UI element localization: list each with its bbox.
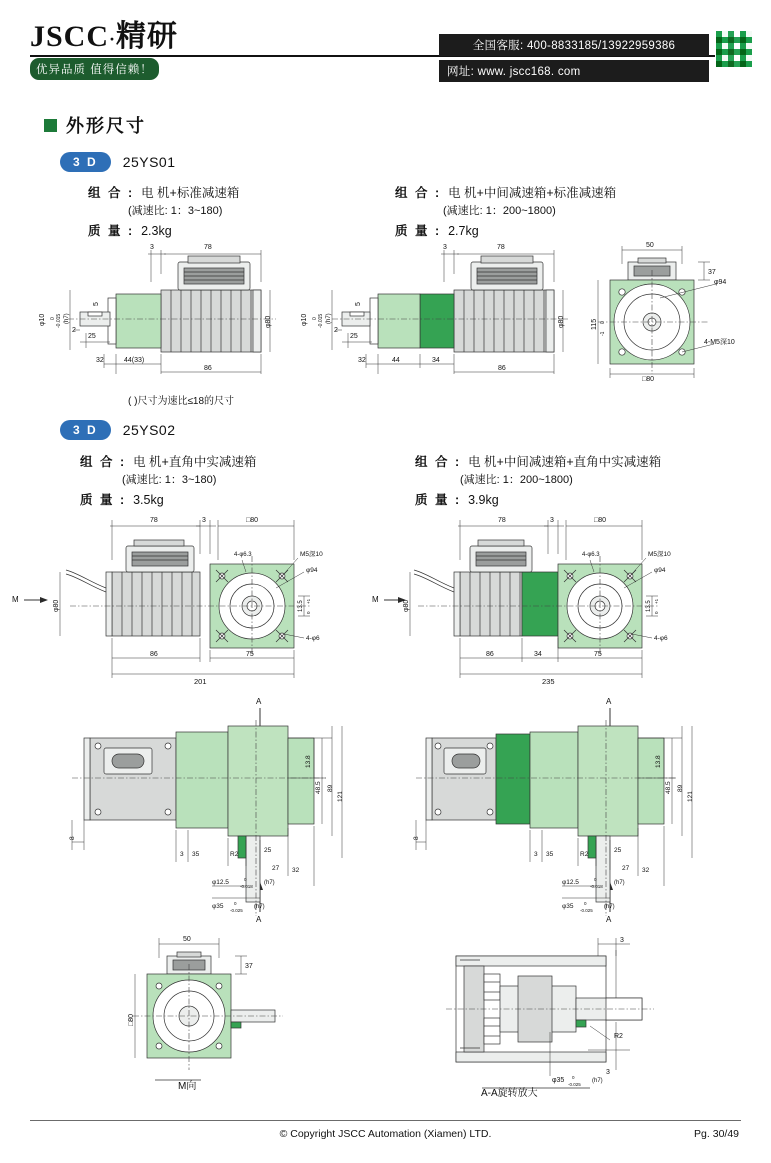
hotline: 全国客服: 400-8833185/13922959386: [439, 34, 709, 56]
svg-text:0: 0: [654, 611, 659, 614]
dim-78-b2l: 78: [150, 517, 158, 524]
dim-tap-m5: M5深10: [300, 551, 323, 558]
svg-text:0: 0: [572, 1075, 575, 1080]
dim-94: φ94: [714, 279, 727, 286]
svg-text:34: 34: [432, 357, 440, 364]
svg-text:0: 0: [594, 877, 597, 882]
svg-text:0: 0: [584, 901, 587, 906]
ratio-b1-left: (减速比: 1：3~180): [128, 205, 223, 217]
note-b1-left: ( )尺寸为速比≤18的尺寸: [128, 396, 235, 407]
section-title-text: 外形尺寸: [66, 116, 146, 136]
svg-text:(h7): (h7): [614, 880, 625, 886]
dim-37: 37: [708, 269, 716, 276]
dim-3-sec-bottom: 3: [606, 1069, 610, 1076]
drawing-25ys02-right-top: [370, 512, 730, 687]
model-name-25ys02: 25YS02: [122, 422, 176, 438]
brand-logo: [30, 22, 210, 80]
section-aa-label: A-A旋转放大: [481, 1088, 538, 1099]
svg-text:A: A: [606, 697, 612, 706]
badge-row-25ys02: [60, 420, 176, 440]
dim-94-b2l: φ94: [306, 567, 318, 574]
svg-text:φ35: φ35: [562, 903, 574, 910]
combo-label-b2-left: 组 合 : 电 机+直角中实减速箱: [80, 455, 257, 469]
svg-text:A: A: [606, 915, 612, 924]
bullet-square-icon: [44, 119, 57, 132]
dim-78-top: 78: [204, 244, 212, 251]
svg-text:86: 86: [486, 651, 494, 658]
dim-138: 13.8: [305, 755, 312, 768]
dim-235: 235: [542, 677, 555, 686]
svg-text:32: 32: [642, 867, 650, 874]
svg-text:27: 27: [622, 865, 630, 872]
dim-75-b2l: 75: [246, 651, 254, 658]
logo-slogan: 优异品质 值得信赖！: [30, 58, 159, 80]
m-view-label: M向: [178, 1081, 197, 1092]
mass-b2-right: 质 量 : 3.9kg: [415, 493, 499, 507]
label-m-b2l: M: [12, 595, 19, 604]
mass-b1-right: 质 量 : 2.7kg: [395, 224, 479, 238]
svg-text:86: 86: [498, 365, 506, 372]
svg-text:25: 25: [614, 847, 622, 854]
ratio-b1-right: (减速比: 1：200~1800): [443, 205, 556, 217]
svg-text:φ80: φ80: [403, 599, 410, 612]
drawing-25ys02-left-top: [10, 512, 350, 687]
svg-text:-0.025: -0.025: [580, 908, 593, 913]
svg-text:0: 0: [306, 611, 311, 614]
svg-text:M: M: [372, 595, 379, 604]
svg-text:0: 0: [234, 901, 237, 906]
svg-text:-0.015: -0.015: [318, 313, 324, 328]
svg-text:44: 44: [392, 357, 400, 364]
combo-label-b2-right: 组 合 : 电 机+中间减速箱+直角中实减速箱: [415, 455, 662, 469]
svg-text:48.5: 48.5: [665, 781, 672, 794]
svg-text:78: 78: [498, 517, 506, 524]
svg-text:3: 3: [202, 517, 206, 524]
dim-201: 201: [194, 677, 207, 686]
website: 网址: www. jscc168. com: [439, 60, 709, 82]
svg-text:-0.018: -0.018: [590, 884, 603, 889]
combo-label-b1-left: 组 合 : 电 机+标准减速箱: [88, 186, 240, 200]
qr-code-icon: [715, 30, 753, 68]
dim-shaft-35: φ35: [212, 903, 224, 910]
dim-3-top: 3: [150, 244, 154, 251]
svg-text:75: 75: [594, 651, 602, 658]
svg-text:4-φ6: 4-φ6: [654, 635, 668, 642]
dim-89: 89: [327, 784, 334, 792]
drawing-25ys02-left-side: [60, 690, 360, 930]
badge-row-25ys01: [60, 152, 176, 172]
svg-text:121: 121: [687, 791, 694, 802]
drawing-25ys01-left: [8, 238, 308, 388]
dim-86-b2l: 86: [150, 651, 158, 658]
svg-text:□80: □80: [246, 517, 259, 524]
dim-shaft-dia: φ10: [39, 313, 46, 326]
svg-text:(h7): (h7): [254, 904, 265, 910]
dim-sq80: □80: [642, 376, 655, 383]
label-A-bottom: A: [256, 915, 262, 924]
dim-32: 32: [96, 357, 104, 364]
svg-text:0: 0: [50, 317, 56, 320]
footer-copyright: © Copyright JSCC Automation (Xiamen) LTD.: [279, 1128, 492, 1140]
svg-text:78: 78: [497, 244, 505, 251]
svg-text:(h7): (h7): [326, 313, 332, 324]
drawing-25ys02-right-side: [410, 690, 720, 930]
svg-text:0: 0: [244, 877, 247, 882]
drawing-m-view: [125, 930, 305, 1090]
dim-44: 44(33): [124, 357, 145, 364]
dim-dia80-b2l: φ80: [53, 599, 60, 612]
dim-hole4: 4-φ6.3: [234, 552, 252, 558]
drawing-25ys01-right: [301, 238, 586, 388]
footer-page-number: Pg. 30/49: [694, 1128, 739, 1140]
svg-text:13.8: 13.8: [655, 755, 662, 768]
dim-35-side: 35: [192, 851, 200, 858]
dim-key-5: 5: [93, 302, 100, 306]
svg-text:34: 34: [534, 651, 542, 658]
ratio-b2-right: (减速比: 1：200~1800): [460, 474, 573, 486]
dim-R2-sec: R2: [614, 1033, 623, 1040]
dim-32-side: 32: [292, 867, 300, 874]
dim-50-mview: 50: [183, 936, 191, 943]
svg-text:-1: -1: [600, 331, 606, 336]
dim-shaft-35-sec: φ35: [552, 1077, 565, 1084]
dim-R2: R2: [230, 851, 239, 858]
svg-text:3: 3: [534, 851, 538, 858]
dim-25: 25: [88, 333, 96, 340]
svg-text:(h7): (h7): [64, 313, 70, 324]
svg-text:0: 0: [312, 317, 318, 320]
dim-121: 121: [337, 791, 344, 802]
svg-text:32: 32: [358, 357, 366, 364]
model-name-25ys01: 25YS01: [122, 154, 176, 170]
combo-label-b1-right: 组 合 : 电 机+中间减速箱+标准减速箱: [395, 186, 617, 200]
svg-text:-0.025: -0.025: [230, 908, 243, 913]
svg-text:+1: +1: [306, 598, 311, 604]
dim-2: 2: [72, 327, 76, 334]
dim-tap: 4-M5深10: [704, 339, 735, 346]
svg-text:+1: +1: [654, 598, 659, 604]
svg-text:5: 5: [355, 302, 362, 306]
svg-text:3: 3: [550, 517, 554, 524]
dim-dia-80: φ80: [265, 315, 272, 328]
svg-text:13.5: 13.5: [646, 600, 652, 612]
dim-50: 50: [646, 242, 654, 249]
drawing-section-aa: [430, 930, 670, 1090]
page-header: [0, 0, 771, 92]
dim-3-sec-top: 3: [620, 937, 624, 944]
contact-info: [439, 34, 709, 86]
drawing-25ys01-face: [590, 238, 765, 383]
svg-text:(h7): (h7): [592, 1078, 603, 1084]
svg-text:3: 3: [443, 244, 447, 251]
badge-3d-2: 3 D: [60, 420, 111, 440]
label-A-top: A: [256, 697, 262, 706]
svg-text:2: 2: [334, 327, 338, 334]
footer-divider: [30, 1120, 741, 1121]
svg-text:φ94: φ94: [654, 567, 666, 574]
svg-text:M5深10: M5深10: [648, 551, 671, 558]
svg-text:(h7): (h7): [264, 880, 275, 886]
dim-86: 86: [204, 365, 212, 372]
dim-135: 13.5: [298, 600, 304, 612]
dim-hole4b: 4-φ6: [306, 635, 320, 642]
svg-text:□80: □80: [594, 517, 607, 524]
svg-text:8: 8: [413, 836, 420, 840]
svg-text:25: 25: [350, 333, 358, 340]
dim-27: 27: [272, 865, 280, 872]
ratio-b2-left: (减速比: 1：3~180): [122, 474, 217, 486]
svg-text:35: 35: [546, 851, 554, 858]
mass-b2-left: 质 量 : 3.5kg: [80, 493, 164, 507]
dim-115: 115: [591, 318, 598, 330]
svg-text:-0.025: -0.025: [568, 1082, 581, 1087]
svg-text:φ12.5: φ12.5: [562, 879, 579, 886]
svg-text:4-φ6.3: 4-φ6.3: [582, 552, 600, 558]
logo-dot: ·: [109, 29, 117, 50]
svg-text:φ80: φ80: [558, 315, 565, 328]
svg-text:0: 0: [600, 321, 606, 324]
svg-text:φ10: φ10: [301, 313, 308, 326]
svg-text:-0.015: -0.015: [56, 313, 62, 328]
dim-485: 48.5: [315, 781, 322, 794]
dim-8: 8: [69, 836, 76, 840]
dim-sq80-mview: □80: [128, 1013, 135, 1026]
section-title: [44, 112, 146, 138]
logo-cjk: 精研: [116, 20, 179, 53]
dim-shaft-125: φ12.5: [212, 879, 229, 886]
logo-latin: JSCC: [30, 20, 110, 53]
dim-3-side: 3: [180, 851, 184, 858]
badge-3d: 3 D: [60, 152, 111, 172]
svg-text:-0.018: -0.018: [240, 884, 253, 889]
svg-text:R2: R2: [580, 851, 589, 858]
svg-text:89: 89: [677, 784, 684, 792]
mass-b1-left: 质 量 : 2.3kg: [88, 224, 172, 238]
logo-text: [30, 22, 210, 52]
dim-37-mview: 37: [245, 963, 253, 970]
dim-25-side: 25: [264, 847, 272, 854]
svg-text:(h7): (h7): [604, 904, 615, 910]
